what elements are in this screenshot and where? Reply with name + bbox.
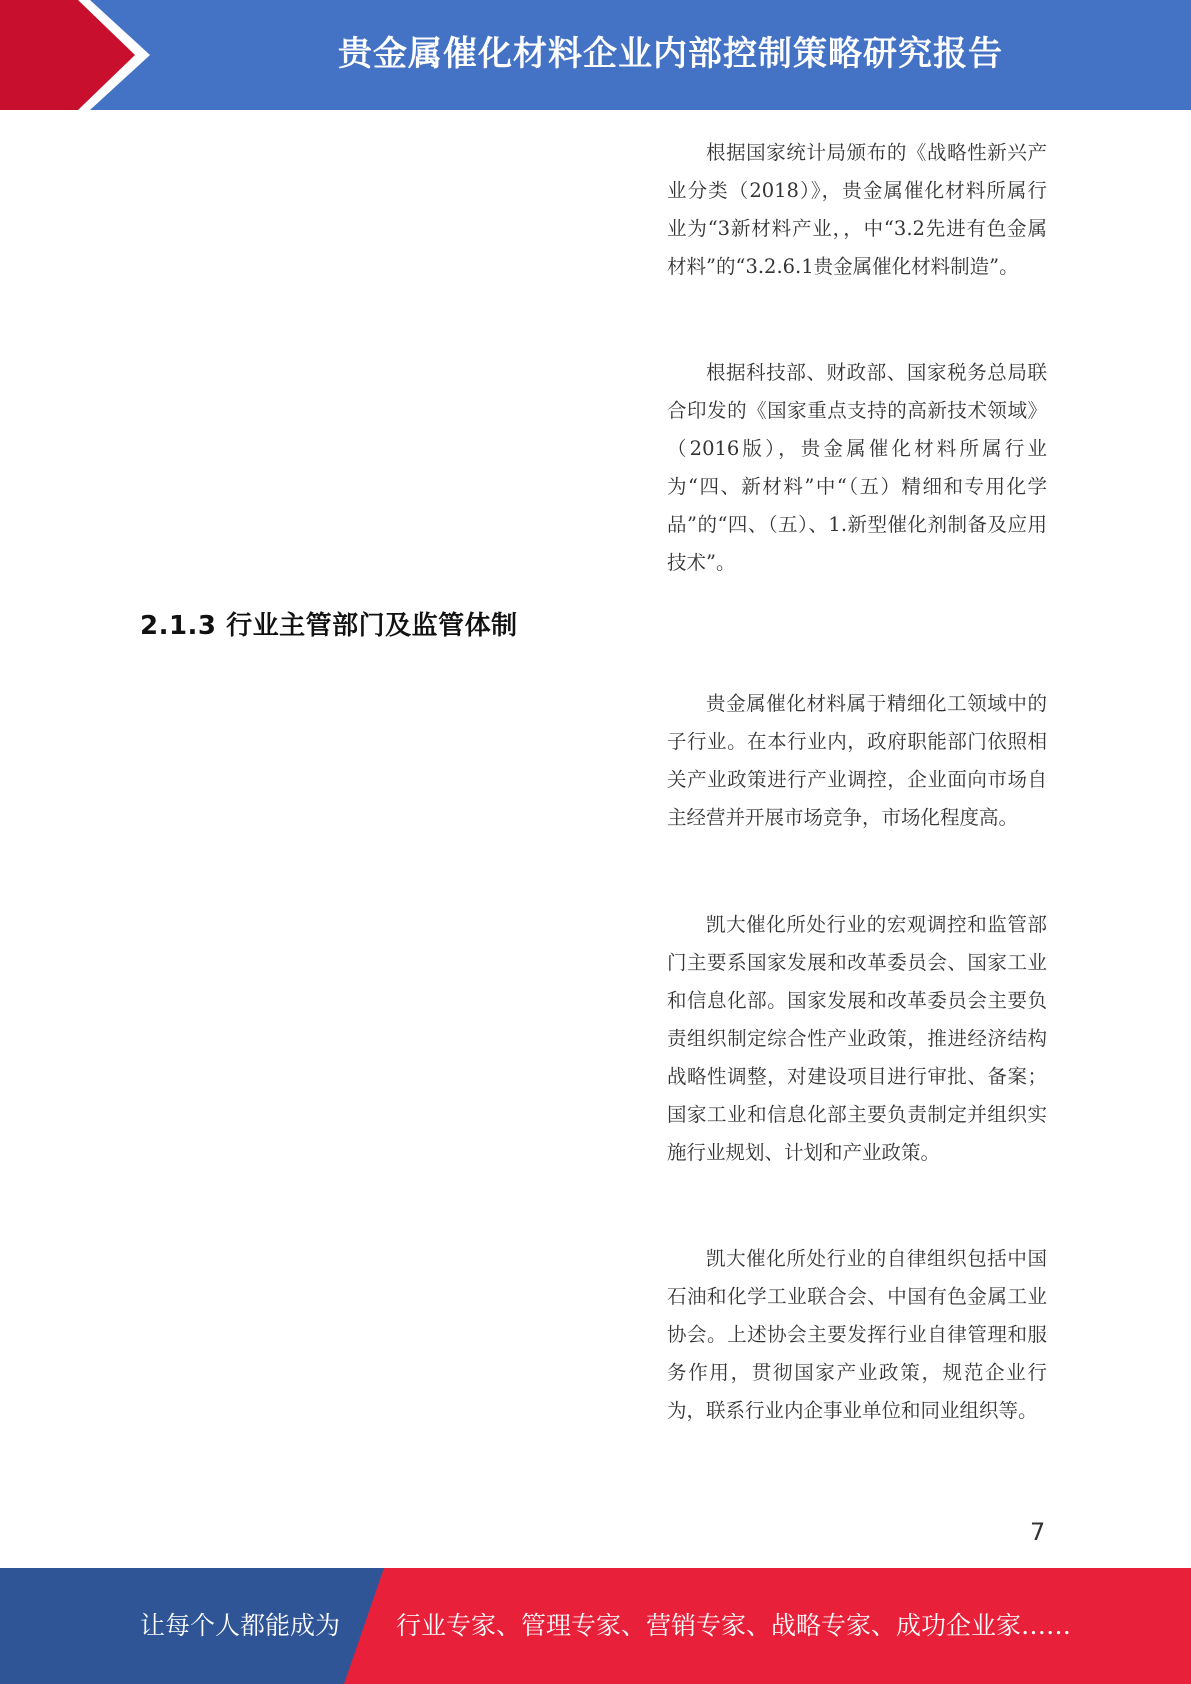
paragraph-regulators: 凯大催化所处行业的宏观调控和监管部门主要系国家发展和改革委员会、国家工业和信息化部。国家发展和改革委员会主要负责组织制定综合性产业政策，推进经济结构战略性调整，对建设项目进行审批、备案；国家工业和信息化部主要负责制定并组织实施行业规划、计划和产业政策。 <box>667 913 1047 1164</box>
paragraph-self-regulation: 凯大催化所处行业的自律组织包括中国石油和化学工业联合会、中国有色金属工业协会。上述协会主要发挥行业自律管理和服务作用，贯彻国家产业政策，规范企业行为，联系行业内企事业单位和同业组织等。 <box>667 1247 1047 1422</box>
page-footer <box>0 1568 1191 1684</box>
paragraph-hightech-field: 根据科技部、财政部、国家税务总局联合印发的《国家重点支持的高新技术领域》（2016版），贵金属催化材料所属行业为“四、新材料”中“（五）精细和专用化学品”的“四、（五）、1.新型催化剂制备及应用技术”。 <box>667 361 1047 574</box>
report-title: 贵金属催化材料企业内部控制策略研究报告 <box>338 34 1003 74</box>
paragraph-industry-classification: 根据国家统计局颁布的《战略性新兴产业分类（2018）》，贵金属催化材料所属行业为“3新材料产业，，中“3.2先进有色金属材料”的“3.2.6.1贵金属催化材料制造”。 <box>667 141 1047 278</box>
paragraph-subindustry: 贵金属催化材料属于精细化工领域中的子行业。在本行业内，政府职能部门依照相关产业政策进行产业调控，企业面向市场自主经营并开展市场竞争，市场化程度高。 <box>667 692 1047 829</box>
page-header <box>0 0 1191 110</box>
footer-slogan-left: 让每个人都能成为 <box>140 1611 341 1640</box>
section-heading: 2.1.3 行业主管部门及监管体制 <box>140 611 518 641</box>
page-number: 7 <box>1030 1518 1046 1546</box>
footer-slogan-right: 行业专家、管理专家、营销专家、战略专家、成功企业家…… <box>396 1611 1072 1640</box>
